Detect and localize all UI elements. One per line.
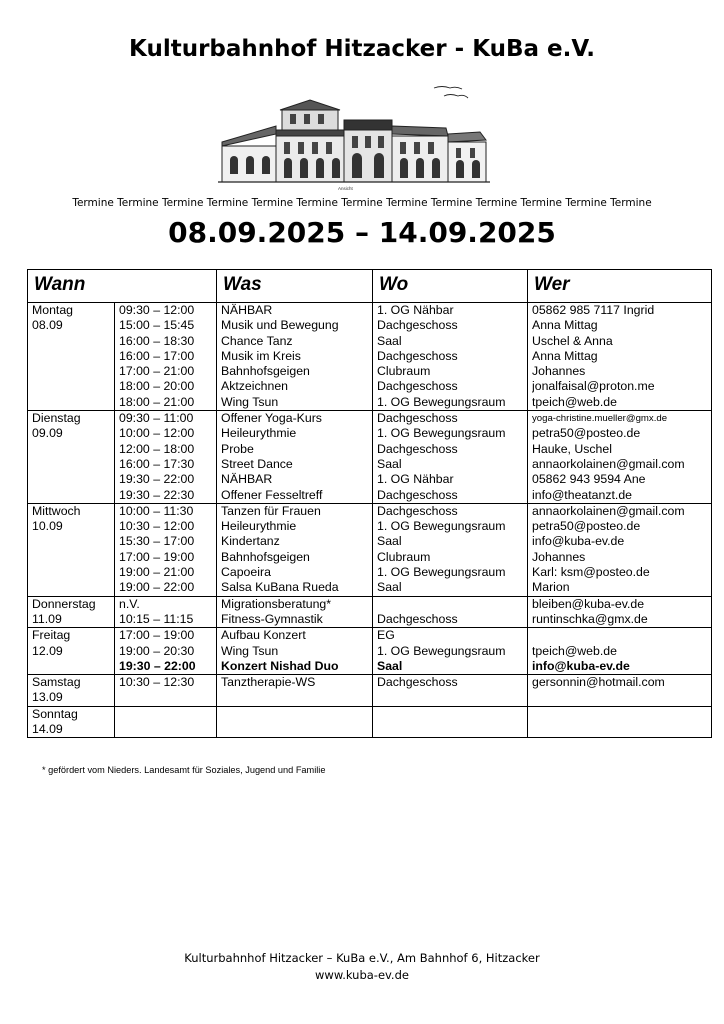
cell-line: Migrationsberatung* [221,596,332,611]
time-cell [115,303,217,411]
cell-line: Johannes [532,549,586,564]
cell-line: Dienstag [32,411,81,426]
cell-line: Dachgeschoss [377,441,458,456]
cell-line: 16:00 – 17:30 [119,456,195,471]
who-cell [528,596,712,628]
cell-line: Clubraum [377,549,431,564]
day-cell [28,596,115,628]
who-cell [528,628,712,675]
table-row-dienstag [28,411,712,504]
cell-line: 09.09 [32,426,63,441]
time-cell [115,596,217,628]
who-cell [528,706,712,738]
cell-line: Musik im Kreis [221,348,301,363]
cell-line: Heileurythmie [221,426,297,441]
cell-line: 13.09 [32,690,63,705]
schedule-table [27,269,712,738]
cell-line: Dachgeschoss [377,503,458,518]
table-row-samstag [28,675,712,707]
cell-line: 1. OG Nähbar [377,303,454,317]
cell-line: 19:00 – 20:30 [119,643,195,658]
cell-line: 09:30 – 12:00 [119,303,195,317]
cell-line: Sonntag [32,706,78,721]
table-row-freitag [28,628,712,675]
cell-line: Musik und Bewegung [221,318,339,333]
cell-line: Hauke, Uschel [532,441,612,456]
where-cell [373,628,528,675]
train-station-illustration [218,80,508,192]
cell-line: jonalfaisal@proton.me [532,379,655,394]
cell-line: 10.09 [32,519,63,534]
day-cell [28,303,115,411]
day-cell [28,411,115,504]
where-cell [373,411,528,504]
cell-line: Bahnhofsgeigen [221,549,310,564]
cell-line: Chance Tanz [221,333,293,348]
cell-line: 1. OG Bewegungsraum [377,643,506,658]
time-cell [115,628,217,675]
cell-line: Heileurythmie [221,519,297,534]
cell-line: Dachgeschoss [377,675,458,690]
cell-line: n.V. [119,596,140,611]
cell-line: Offener Yoga-Kurs [221,411,322,426]
cell-line: petra50@posteo.de [532,426,641,441]
cell-line: Karl: ksm@posteo.de [532,565,650,580]
cell-line: Aktzeichnen [221,379,288,394]
cell-line: Samstag [32,675,81,690]
cell-line: 19:30 – 22:00 [119,658,196,673]
time-cell [115,706,217,738]
cell-line: Dachgeschoss [377,318,458,333]
cell-line: Dachgeschoss [377,411,458,426]
cell-line: 18:00 – 20:00 [119,379,195,394]
cell-line: 10:15 – 11:15 [119,611,194,626]
cell-line: Fitness-Gymnastik [221,611,323,626]
cell-line: 10:30 – 12:00 [119,519,195,534]
where-cell [373,706,528,738]
cell-line: annaorkolainen@gmail.com [532,456,685,471]
table-row-donnerstag [28,596,712,628]
cell-line: Freitag [32,628,71,643]
cell-line: Dachgeschoss [377,379,458,394]
who-cell [528,411,712,504]
table-row-sonntag [28,706,712,738]
what-cell [217,411,373,504]
cell-line: Offener Fesseltreff [221,487,323,502]
cell-line: Marion [532,580,570,595]
cell-line: Street Dance [221,456,293,471]
page-title: Kulturbahnhof Hitzacker - KuBa e.V. [129,36,595,62]
cell-line: Salsa KuBana Rueda [221,580,339,595]
who-cell [528,503,712,596]
cell-line: info@theatanzt.de [532,487,632,502]
who-cell [528,675,712,707]
cell-line: tpeich@web.de [532,394,617,409]
cell-line: EG [377,628,395,643]
time-cell [115,411,217,504]
cell-line: Dachgeschoss [377,487,458,502]
cell-line: Konzert Nishad Duo [221,658,339,673]
cell-line: 16:00 – 18:30 [119,333,195,348]
table-header-row [28,270,712,303]
cell-line: bleiben@kuba-ev.de [532,596,645,611]
cell-line: 08.09 [32,318,63,333]
cell-line: 1. OG Bewegungsraum [377,565,506,580]
cell-line: 05862 985 7117 Ingrid [532,303,655,317]
cell-line: Donnerstag [32,596,96,611]
day-cell [28,503,115,596]
cell-line: Wing Tsun [221,643,279,658]
cell-line: 11.09 [32,611,62,626]
where-cell [373,675,528,707]
where-cell [373,303,528,411]
cell-line: NÄHBAR [221,303,273,317]
cell-line: 19:30 – 22:00 [119,472,195,487]
cell-line: Wing Tsun [221,394,279,409]
cell-line [377,597,523,612]
cell-line: Montag [32,303,74,317]
cell-line: 1. OG Bewegungsraum [377,519,506,534]
day-cell [28,628,115,675]
who-cell [528,303,712,411]
page-footer [0,950,724,984]
cell-line: 1. OG Bewegungsraum [377,394,506,409]
cell-line: 10:30 – 12:30 [119,675,195,690]
table-row-mittwoch [28,503,712,596]
cell-line: 05862 943 9594 Ane [532,472,646,487]
time-cell [115,503,217,596]
day-cell [28,675,115,707]
cell-line: Tanzen für Frauen [221,503,321,518]
cell-line: 15:00 – 15:45 [119,318,195,333]
cell-line: 18:00 – 21:00 [119,394,195,409]
cell-line: NÄHBAR [221,472,273,487]
cell-line: gersonnin@hotmail.com [532,675,665,690]
cell-line: Dachgeschoss [377,611,458,626]
cell-line: 19:00 – 21:00 [119,565,195,580]
what-cell [217,628,373,675]
cell-line: 09:30 – 11:00 [119,411,194,426]
cell-line: Saal [377,534,402,549]
cell-line: info@kuba-ev.de [532,658,630,673]
time-cell [115,675,217,707]
cell-line: Saal [377,580,402,595]
cell-line: 19:00 – 22:00 [119,580,195,595]
cell-line: Aufbau Konzert [221,628,306,643]
cell-line: info@kuba-ev.de [532,534,625,549]
cell-line: Dachgeschoss [377,348,458,363]
cell-line: Probe [221,441,254,456]
what-cell [217,675,373,707]
table-row-montag [28,303,712,411]
cell-line: 12:00 – 18:00 [119,441,195,456]
cell-line: tpeich@web.de [532,643,617,658]
cell-line: Mittwoch [32,503,81,518]
cell-line: 16:00 – 17:00 [119,348,195,363]
day-cell [28,706,115,738]
cell-line: Capoeira [221,565,271,580]
cell-line: 15:30 – 17:00 [119,534,195,549]
cell-line: yoga-christine.mueller@gmx.de [532,413,668,425]
cell-line: Clubraum [377,364,431,379]
header-was: Was [217,270,373,303]
cell-line: 1. OG Bewegungsraum [377,426,506,441]
where-cell [373,596,528,628]
cell-line: petra50@posteo.de [532,519,641,534]
cell-line: Bahnhofsgeigen [221,364,310,379]
footer-address: Kulturbahnhof Hitzacker – KuBa e.V., Am Bahnhof 6, Hitzacker [184,951,540,965]
what-cell [217,303,373,411]
cell-line: 17:00 – 19:00 [119,628,195,643]
cell-line: Saal [377,658,403,673]
header-wo: Wo [373,270,528,303]
cell-line: 10:00 – 11:30 [119,503,194,518]
cell-line [532,628,707,643]
what-cell [217,706,373,738]
cell-line: Anna Mittag [532,348,598,363]
cell-line: runtinschka@gmx.de [532,611,648,626]
cell-line: Kindertanz [221,534,280,549]
termine-banner: Termine Termine Termine Termine Termine Termine Termine Termine Termine Termine Termine Termine Termine [72,197,652,209]
cell-line: Johannes [532,364,586,379]
cell-line: Saal [377,333,402,348]
cell-line: Saal [377,456,402,471]
cell-line: 12.09 [32,643,63,658]
header-wann: Wann [28,270,217,303]
cell-line: 17:00 – 21:00 [119,364,195,379]
what-cell [217,596,373,628]
cell-line: 19:30 – 22:30 [119,487,195,502]
cell-line: Tanztherapie-WS [221,675,316,690]
funding-footnote: * gefördert vom Nieders. Landesamt für Soziales, Jugend und Familie [42,765,326,775]
cell-line: Uschel & Anna [532,333,613,348]
footer-website[interactable]: www.kuba-ev.de [315,968,409,982]
illustration-caption: Ansicht [338,186,353,191]
header-wer: Wer [528,270,712,303]
cell-line: Anna Mittag [532,318,598,333]
cell-line: 14.09 [32,722,63,737]
where-cell [373,503,528,596]
cell-line: 10:00 – 12:00 [119,426,195,441]
cell-line: 17:00 – 19:00 [119,549,195,564]
cell-line: annaorkolainen@gmail.com [532,503,685,518]
week-date-range: 08.09.2025 – 14.09.2025 [168,216,556,249]
cell-line: 1. OG Nähbar [377,472,454,487]
what-cell [217,503,373,596]
